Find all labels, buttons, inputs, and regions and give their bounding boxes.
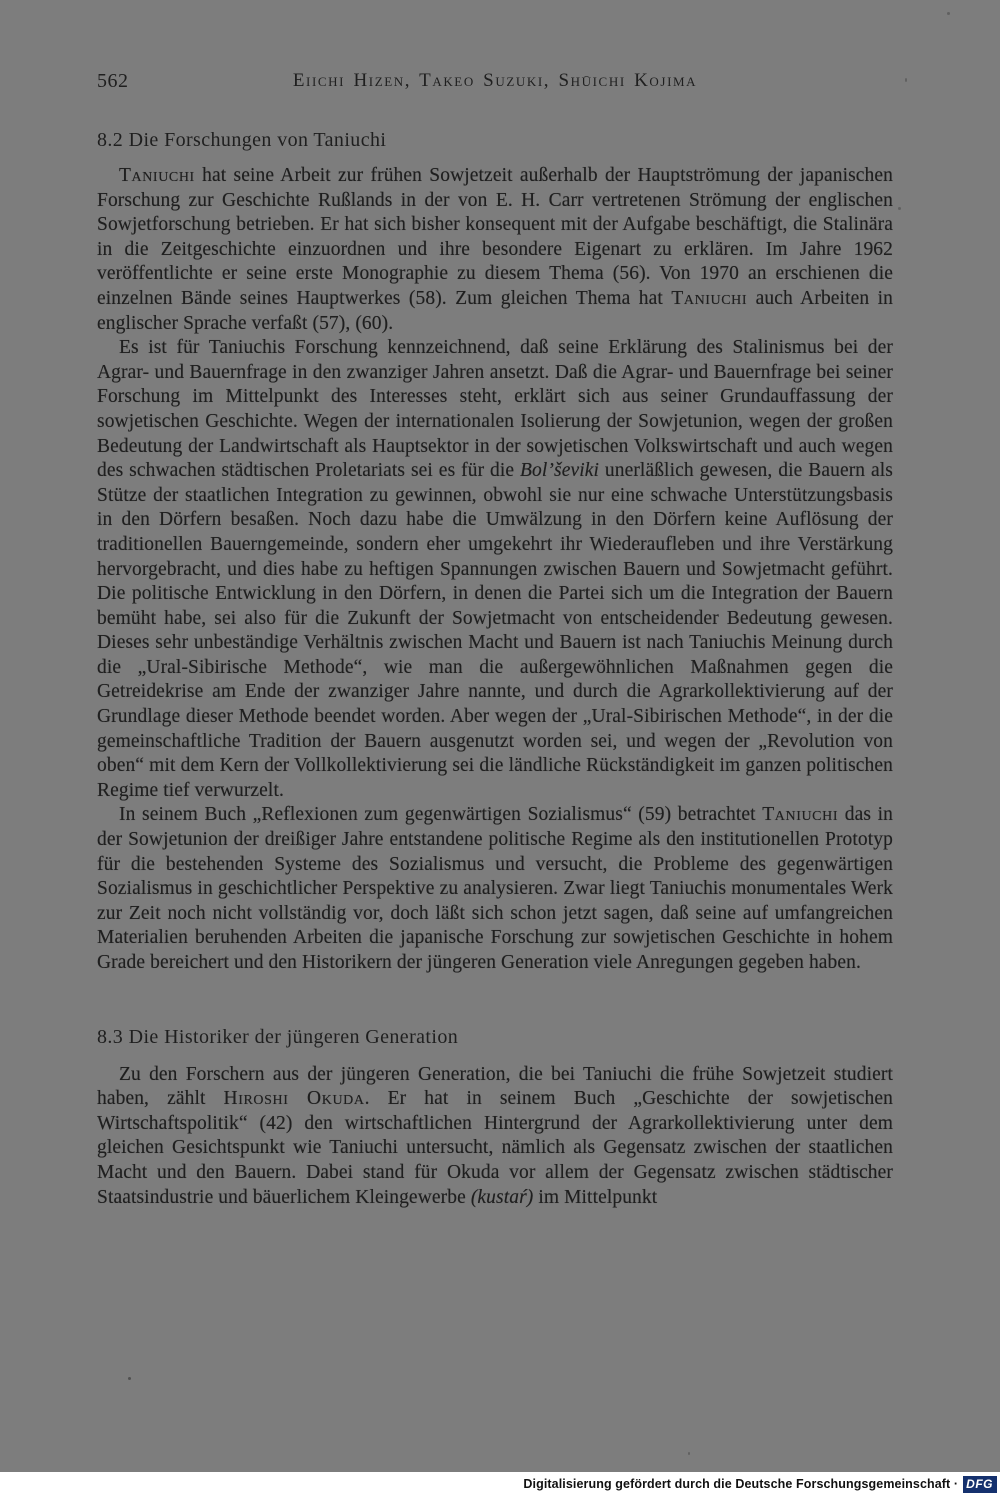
- section-heading-8-2: 8.2 Die Forschungen von Taniuchi: [97, 129, 387, 151]
- scan-speck: [898, 207, 901, 210]
- paragraph: [97, 803, 893, 975]
- smallcaps-name: Taniuchi: [762, 804, 839, 826]
- text-run: im Mittelpunkt: [533, 1186, 658, 1208]
- running-header-authors: Eiichi Hizen, Takeo Suzuki, Shūichi Kojima: [292, 70, 698, 91]
- dfg-logo: DFG: [963, 1476, 997, 1493]
- scan-speck: [905, 78, 907, 82]
- paragraph: [97, 336, 893, 803]
- page-header: [97, 70, 893, 96]
- paragraph: [97, 1063, 893, 1211]
- page-number: 562: [97, 70, 129, 92]
- scan-speck: [688, 1452, 690, 1455]
- paragraph: [97, 164, 893, 336]
- digitization-footer: [0, 1472, 1000, 1496]
- text-run: Zu den Forschern aus der jüngeren Generation, die bei Taniuchi die frühe Sowjetzeit studiert haben, zählt: [97, 1063, 893, 1110]
- italic-term: (kustaŕ): [470, 1186, 534, 1208]
- scan-speck: [947, 12, 950, 15]
- smallcaps-name: Taniuchi: [671, 287, 748, 309]
- smallcaps-name: Hiroshi Okuda: [223, 1088, 365, 1110]
- section-heading-8-3: 8.3 Die Historiker der jüngeren Generation: [97, 1025, 459, 1048]
- text-run: auch Arbeiten in englischer Sprache verfaßt (57), (60).: [97, 287, 894, 334]
- smallcaps-name: Taniuchi: [119, 165, 195, 186]
- text-run: das in der Sowjetunion der dreißiger Jahre entstandene politische Regime als den institutionellen Prototyp für die bestehenden Systeme des Sozialismus und versucht, die Probleme des gegenwärtigen Sozialismus in geschichtlicher Perspektive zu analysieren. Zwar liegt Taniuchis monumentales Werk zur Zeit noch nicht vollständig vor, doch läßt sich schon jetzt sagen, daß seine auf umfangreichen Materialien beruhenden Arbeiten die japanische Forschung zur sowjetischen Geschichte in hohem Grade bereichert und den Historikern der jüngeren Generation viele Anregungen gegeben haben.: [97, 804, 893, 973]
- text-column: [97, 0, 893, 1210]
- digitization-credit-text: Digitalisierung gefördert durch die Deutsche Forschungsgemeinschaft ·: [523, 1477, 959, 1491]
- italic-term: Bol’ševiki: [520, 460, 600, 482]
- text-run: In seinem Buch „Reflexionen zum gegenwärtigen Sozialismus“ (59) betrachtet: [119, 804, 763, 826]
- text-run: Es ist für Taniuchis Forschung kennzeichnend, daß seine Erklärung des Stalinismus bei der Agrar- und Bauernfrage in den zwanziger Jahren ansetzt. Daß die Agrar- und Bauernfrage bei seiner Forschung im Mittelpunkt des Interesses steht, erklärt sich aus seiner Grundauffassung der sowjetischen Geschichte. Wegen der internationalen Isolierung der Sowjetunion, wegen der großen Bedeutung der Landwirtschaft als Hauptsektor in der sowjetischen Volkswirtschaft und auch wegen des schwachen städtischen Proletariats sei es für die: [97, 337, 893, 482]
- text-run: . Er hat in seinem Buch „Geschichte der sowjetischen Wirtschaftspolitik“ (42) den wirtschaftlichen Hintergrund der Agrarkollektivierung unter dem gleichen Gesichtspunkt wie Taniuchi untersucht, nämlich als Gegensatz zwischen der staatlichen Macht und den Bauern. Dabei stand für Okuda vor allem der Gegensatz zwischen städtischer Staatsindustrie und bäuerlichem Kleingewerbe: [97, 1088, 893, 1208]
- text-run: hat seine Arbeit zur frühen Sowjetzeit außerhalb der Hauptströmung der japanischen Forschung zur Geschichte Rußlands in der von E. H. Carr vertretenen Strömung der englischen Sowjetforschung betrieben. Er hat sich bisher konsequent mit der Aufgabe beschäftigt, die Stalinära in die Zeitgeschichte einzuordnen und ihre besondere Eigenart zu erklären. Im Jahre 1962 veröffentlichte er seine erste Monographie zu diesem Thema (56). Von 1970 an erschienen die einzelnen Bände seines Hauptwerkes (58). Zum gleichen Thema hat: [97, 165, 893, 309]
- scan-speck: [128, 1377, 131, 1380]
- text-run: unerläßlich gewesen, die Bauern als Stütze der staatlichen Integration zu gewinnen, obwohl sie nur eine schwache Unterstützungsbasis in den Dörfern besaßen. Noch dazu habe die Umwälzung in den Dörfern keine Auflösung der traditionellen Bauerngemeinde, sondern eher umgekehrt ihr Wiederaufleben und ihre Verstärkung hervorgebracht, und dies habe zu heftigen Spannungen zwischen Bauern und Sowjetmacht geführt. Die politische Entwicklung in den Dörfern, in denen die Partei sich um die Integration der Bauern bemüht habe, sei also für die Zukunft der Sowjetmacht von entscheidender Bedeutung gewesen. Dieses sehr unbeständige Verhältnis zwischen Macht und Bauern ist nach Taniuchis Meinung durch die „Ural-Sibirische Methode“, wie man die außergewöhnlichen Maßnahmen gegen die Getreidekrise am Ende der zwanziger Jahre nannte, und durch die Agrarkollektivierung auf der Grundlage dieser Methode beendet worden. Aber wegen der „Ural-Sibirischen Methode“, in der die gemeinschaftliche Tradition der Bauern ausgenutzt worden sei, und wegen der „Revolution von oben“ mit dem Kern der Vollkollektivierung sei die ländliche Rückständigkeit im ganzen politischen Regime tief verwurzelt.: [97, 460, 893, 801]
